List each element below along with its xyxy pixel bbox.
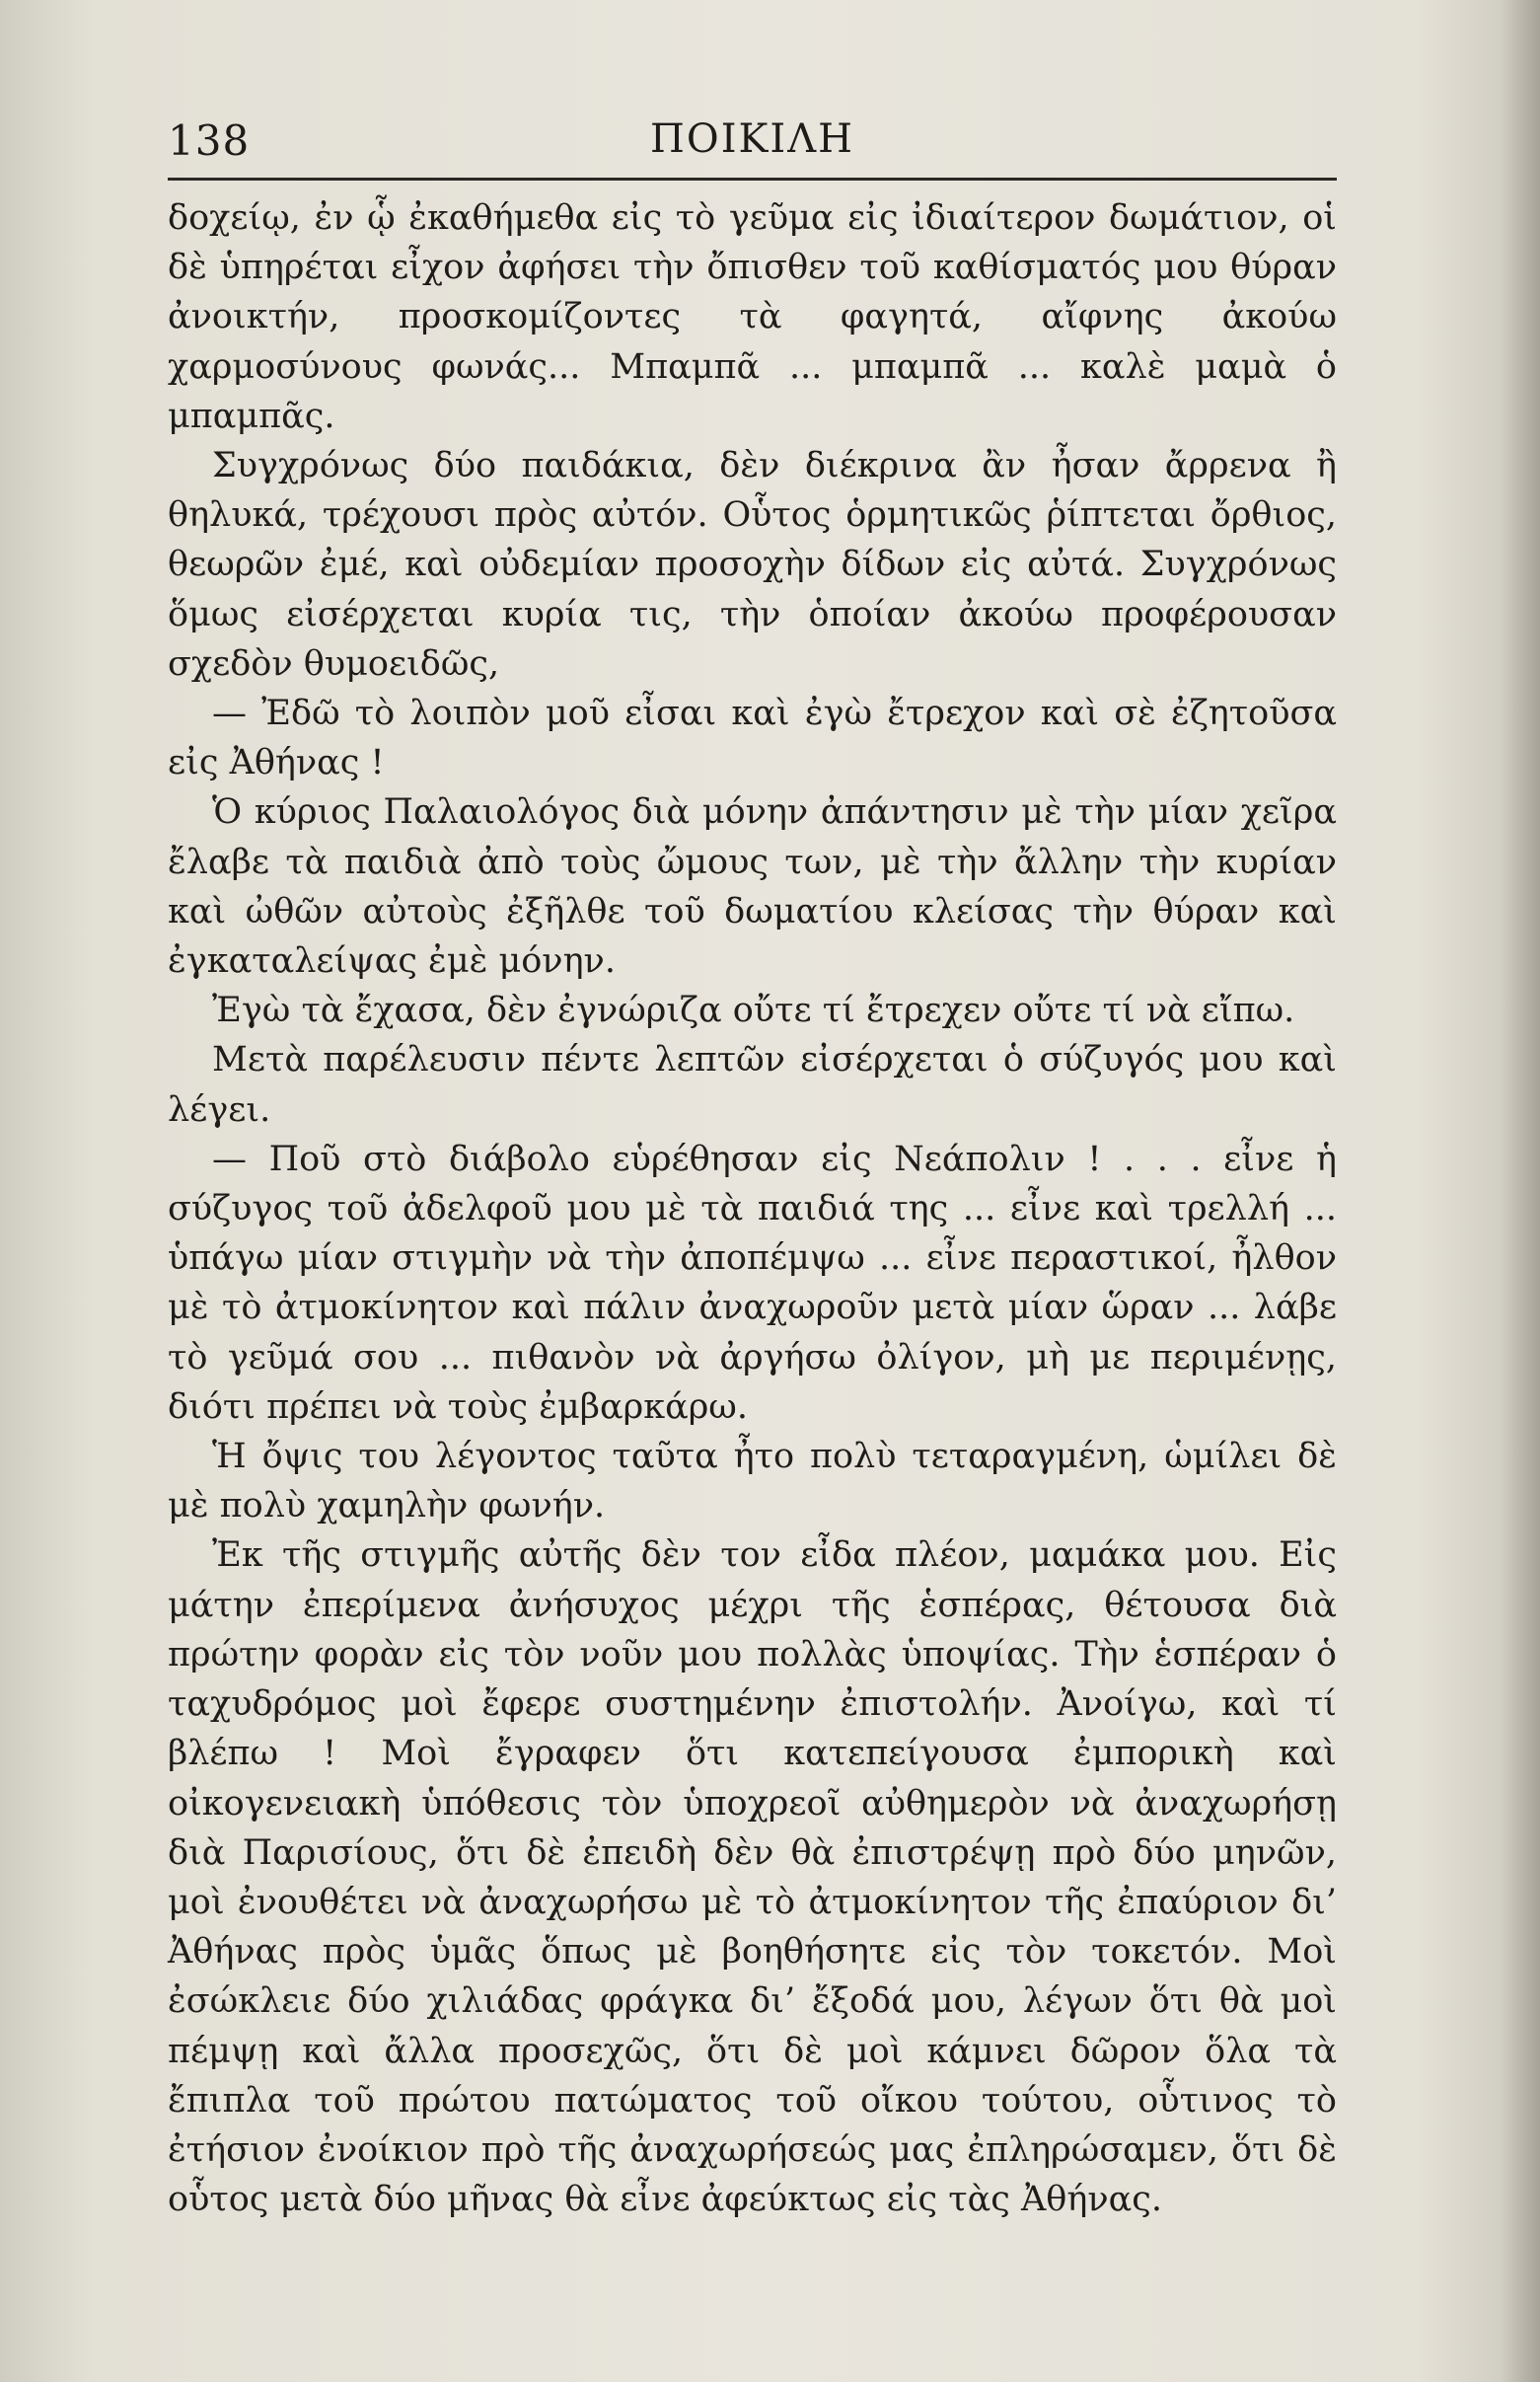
body-text <box>168 193 1337 2224</box>
paragraph: Ὁ κύριος Παλαιολόγος διὰ μόνην ἀπάντησιν μὲ τὴν μίαν χεῖρα ἔλαβε τὰ παιδιὰ ἀπὸ τοὺς ὤμους των, μὲ τὴν ἄλλην τὴν κυρίαν καὶ ὠθῶν αὐτοὺς ἐξῆλθε τοῦ δωματίου κλείσας τὴν θύραν καὶ ἐγκαταλείψας ἐμὲ μόνην. <box>168 792 1337 982</box>
header-rule <box>168 178 1337 181</box>
paragraph: Συγχρόνως δύο παιδάκια, δὲν διέκρινα ἂν ἦσαν ἄρρενα ἢ θηλυκά, τρέχουσι πρὸς αὐτόν. Οὗτος ὁρμητικῶς ῥίπτεται ὄρθιος, θεωρῶν ἐμέ, καὶ οὐδεμίαν προσοχὴν δίδων εἰς αὐτά. Συγχρόνως ὅμως εἰσέρχεται κυρία τις, τὴν ὁποίαν ἀκούω προφέρουσαν σχεδὸν θυμοειδῶς, <box>168 446 1337 684</box>
running-title: ΠΟΙΚΙΛΗ <box>650 116 854 162</box>
page-number: 138 <box>168 116 251 165</box>
page-edge-shadow <box>1501 0 1540 2382</box>
paragraph: — Ἐδῶ τὸ λοιπὸν μοῦ εἶσαι καὶ ἐγὼ ἔτρεχον καὶ σὲ ἐζητοῦσα εἰς Ἀθήνας ! <box>168 694 1337 783</box>
paragraph: δοχείῳ, ἐν ᾧ ἐκαθήμεθα εἰς τὸ γεῦμα εἰς ἰδιαίτερον δωμάτιον, οἱ δὲ ὑπηρέται εἶχον ἀφήσει τὴν ὄπισθεν τοῦ καθίσματός μου θύραν ἀνοικτήν, προσκομίζοντες τὰ φαγητά, αἴφνης ἀκούω χαρμοσύνους φωνάς... Μπαμπᾶ ... μπαμπᾶ ... καλὲ μαμὰ ὁ μπαμπᾶς. <box>168 198 1337 436</box>
paragraph: Μετὰ παρέλευσιν πέντε λεπτῶν εἰσέρχεται ὁ σύζυγός μου καὶ λέγει. <box>168 1040 1337 1130</box>
paragraph: Ἐκ τῆς στιγμῆς αὐτῆς δὲν τον εἶδα πλέον, μαμάκα μου. Εἰς μάτην ἐπερίμενα ἀνήσυχος μέχρι τῆς ἑσπέρας, θέτουσα διὰ πρώτην φορὰν εἰς τὸν νοῦν μου πολλὰς ὑποψίας. Τὴν ἑσπέραν ὁ ταχυδρόμος μοὶ ἔφερε συστημένην ἐπιστολήν. Ἀνοίγω, καὶ τί βλέπω ! Μοὶ ἔγραφεν ὅτι κατεπείγουσα ἐμπορικὴ καὶ οἰκογενειακὴ ὑπόθεσις τὸν ὑποχρεοῖ αὐθημερὸν νὰ ἀναχωρήσῃ διὰ Παρισίους, ὅτι δὲ ἐπειδὴ δὲν θὰ ἐπιστρέψῃ πρὸ δύο μηνῶν, μοὶ ἐνουθέτει νὰ ἀναχωρήσω μὲ τὸ ἀτμοκίνητον τῆς ἐπαύριον δι’ Ἀθήνας πρὸς ὑμᾶς ὅπως μὲ βοηθήσητε εἰς τὸν τοκετόν. Μοὶ ἐσώκλειε δύο χιλιάδας φράγκα δι’ ἔξοδά μου, λέγων ὅτι θὰ μοὶ πέμψῃ καὶ ἄλλα προσεχῶς, ὅτι δὲ μοὶ κάμνει δῶρον ὅλα τὰ ἔπιπλα τοῦ πρώτου πατώματος τοῦ οἴκου τούτου, οὗτινος τὸ ἐτήσιον ἐνοίκιον πρὸ τῆς ἀναχωρήσεώς μας ἐπληρώσαμεν, ὅτι δὲ οὗτος μετὰ δύο μῆνας θὰ εἶνε ἀφεύκτως εἰς τὰς Ἀθήνας. <box>168 1535 1337 2220</box>
paragraph: — Ποῦ στὸ διάβολο εὑρέθησαν εἰς Νεάπολιν ! . . . εἶνε ἡ σύζυγος τοῦ ἀδελφοῦ μου μὲ τὰ παιδιά της ... εἶνε καὶ τρελλή ... ὑπάγω μίαν στιγμὴν νὰ τὴν ἀποπέμψω ... εἶνε περαστικοί, ἦλθον μὲ τὸ ἀτμοκίνητον καὶ πάλιν ἀναχωροῦν μετὰ μίαν ὥραν ... λάβε τὸ γεῦμά σου ... πιθανὸν νὰ ἀργήσω ὀλίγον, μὴ με περιμένῃς, διότι πρέπει νὰ τοὺς ἐμβαρκάρω. <box>168 1139 1337 1427</box>
paragraph: Ἡ ὄψις του λέγοντος ταῦτα ἦτο πολὺ τεταραγμένη, ὡμίλει δὲ μὲ πολὺ χαμηλὴν φωνήν. <box>168 1437 1337 1526</box>
paragraph: Ἐγὼ τὰ ἔχασα, δὲν ἐγνώριζα οὔτε τί ἔτρεχεν οὔτε τί νὰ εἴπω. <box>212 991 1295 1031</box>
page-header <box>168 116 1337 176</box>
